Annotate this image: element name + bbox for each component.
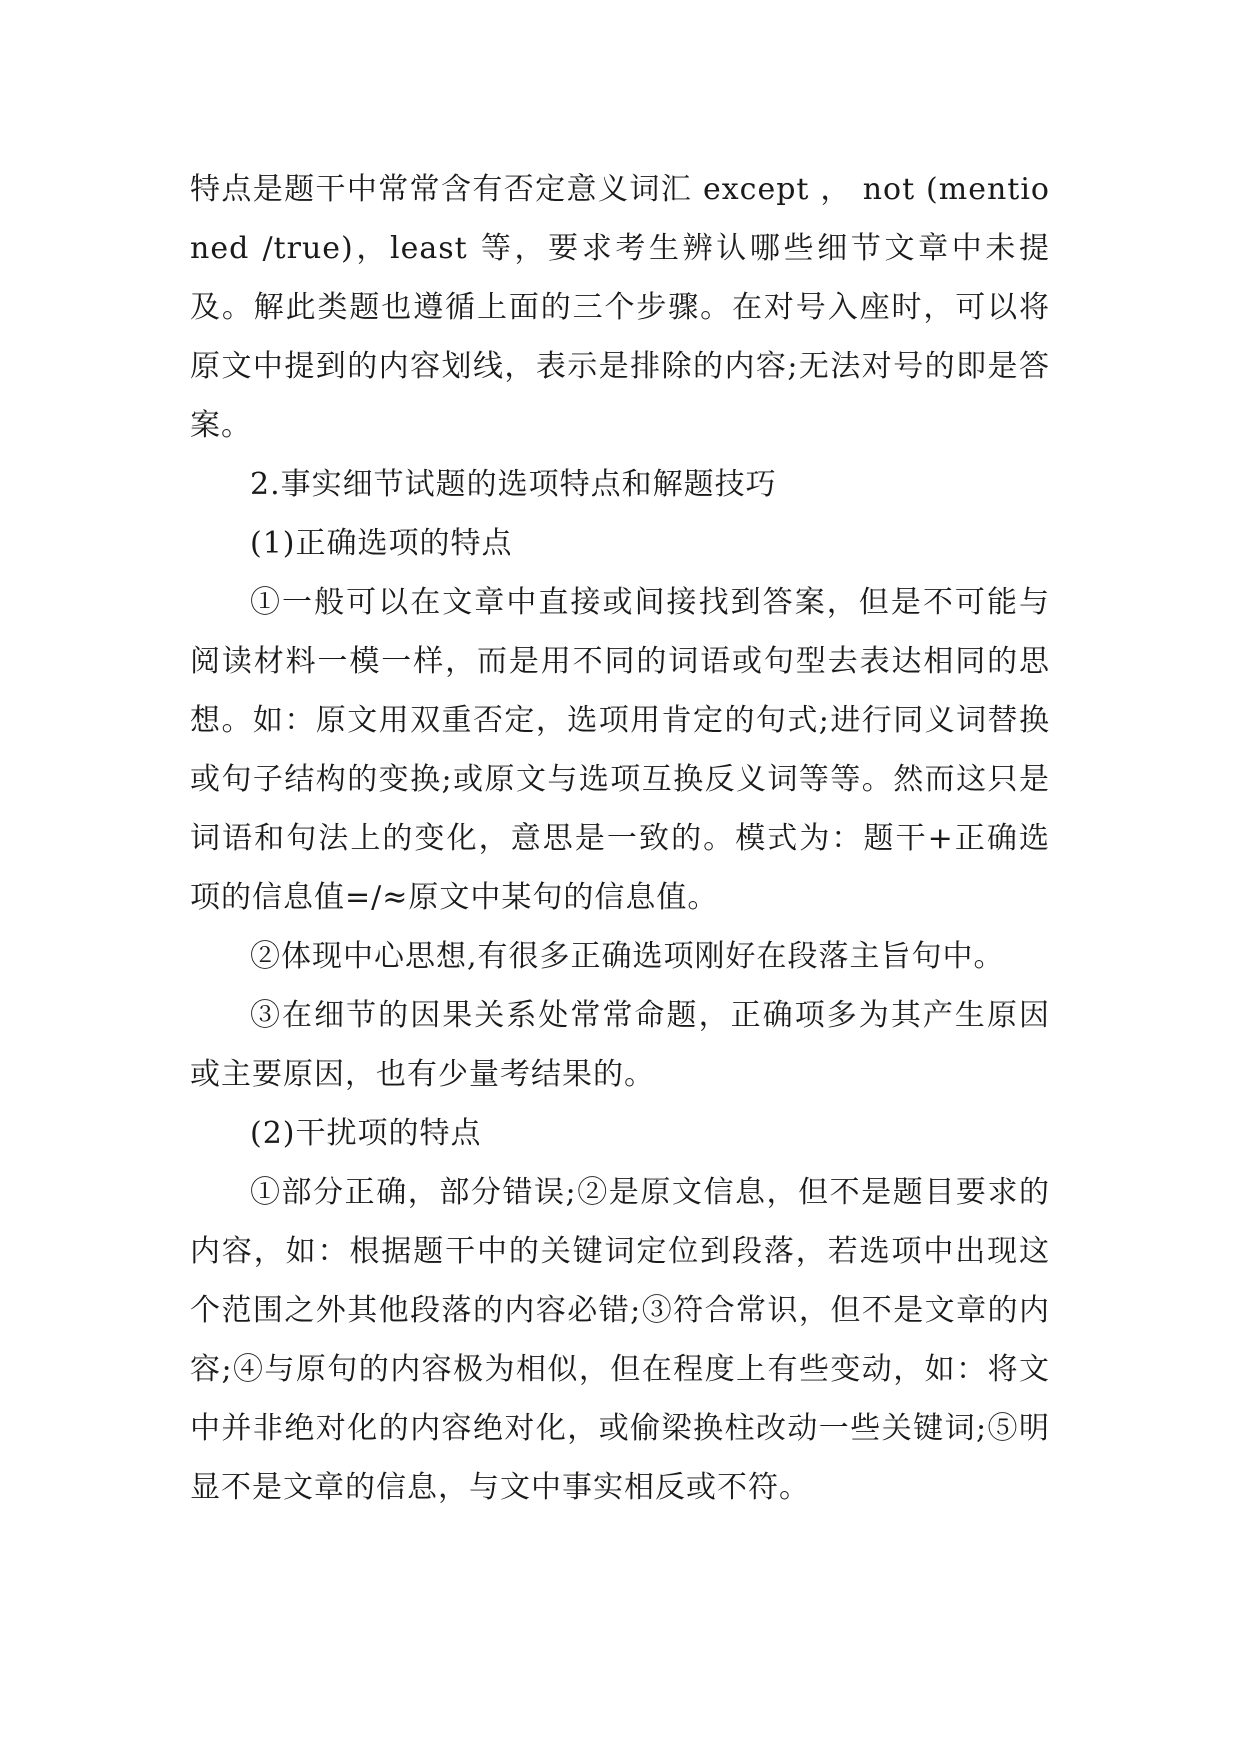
paragraph-distractor-points: ①部分正确，部分错误;②是原文信息，但不是题目要求的内容，如：根据题干中的关键词定位到段落，若选项中出现这个范围之外其他段落的内容必错;③符合常识，但不是文章的内容;④与原句的内容极为相似，但在程度上有些变动，如：将文中并非绝对化的内容绝对化，或偷梁换柱改动一些关键词;⑤明显不是文章的信息，与文中事实相反或不符。 [190,1175,1050,1505]
subheading-distractor-traits: (2)干扰项的特点 [250,1116,482,1151]
document-body [190,160,1050,1517]
paragraph-negative-question-traits: 特点是题干中常常含有否定意义词汇 except ， not (mentioned /true)，least 等，要求考生辨认哪些细节文章中未提及。解此类题也遵循上面的三个步骤。在对号入座时，可以将原文中提到的内容划线，表示是排除的内容;无法对号的即是答案。 [190,172,1050,443]
paragraph-correct-option-point-1: ①一般可以在文章中直接或间接找到答案，但是不可能与阅读材料一模一样，而是用不同的词语或句型去表达相同的思想。如：原文用双重否定，选项用肯定的句式;进行同义词替换或句子结构的变换;或原文与选项互换反义词等等。然而这只是词语和句法上的变化，意思是一致的。模式为：题干+正确选项的信息值=/≈原文中某句的信息值。 [190,585,1050,915]
subheading-correct-option-traits: (1)正确选项的特点 [250,526,513,561]
section-heading-fact-detail-options: 2.事实细节试题的选项特点和解题技巧 [250,467,777,502]
paragraph-correct-option-point-2: ②体现中心思想,有很多正确选项刚好在段落主旨句中。 [250,939,1005,974]
paragraph-correct-option-point-3: ③在细节的因果关系处常常命题，正确项多为其产生原因或主要原因，也有少量考结果的。 [190,998,1050,1092]
